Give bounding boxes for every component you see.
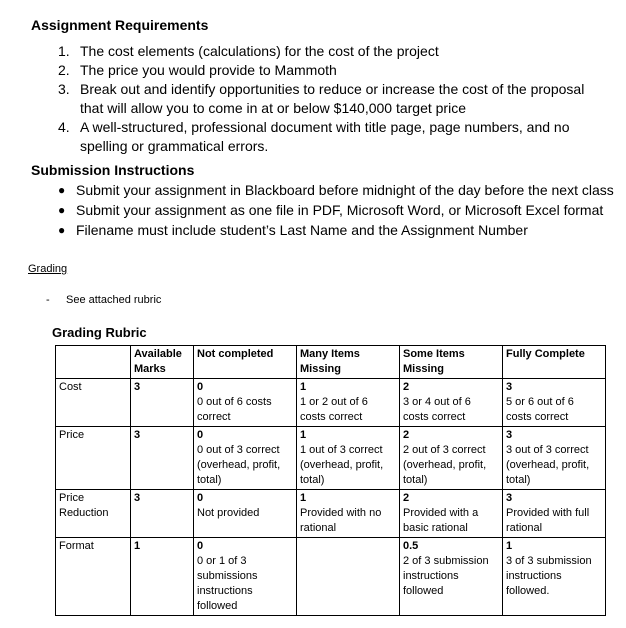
description: 3 out of 3 correct (overhead, profit, total) (506, 444, 590, 486)
rubric-cell (297, 427, 400, 490)
rubric-cell (194, 538, 297, 616)
rubric-cell (194, 427, 297, 490)
score: 2 (403, 381, 410, 393)
list-item (58, 200, 614, 220)
rubric-cell (194, 379, 297, 427)
requirements-heading: Assignment Requirements (31, 17, 209, 33)
list-item (58, 80, 600, 118)
submission-heading: Submission Instructions (31, 162, 195, 178)
header-cell: Fully Complete (503, 346, 606, 379)
criterion-cell: Price (56, 427, 131, 490)
marks-cell: 3 (131, 490, 194, 538)
bullet-icon: ● (58, 223, 66, 237)
score: 1 (300, 381, 307, 393)
list-text: Submit your assignment as one file in PDF, Microsoft Word, or Microsoft Excel format (76, 202, 604, 218)
score: 0 (197, 381, 204, 393)
rubric-cell (194, 490, 297, 538)
rubric-cell (400, 538, 503, 616)
list-item (58, 61, 600, 80)
score: 0.5 (403, 540, 419, 552)
header-cell: Some Items Missing (400, 346, 503, 379)
description: 2 out of 3 correct (overhead, profit, total) (403, 444, 487, 486)
list-text: A well-structured, professional document with title page, page numbers, and no spelling or grammatical errors. (80, 119, 570, 154)
header-cell: Many Items Missing (297, 346, 400, 379)
description: 0 out of 6 costs correct (197, 396, 272, 423)
description: 0 out of 3 correct (overhead, profit, total) (197, 444, 281, 486)
criterion-cell: Cost (56, 379, 131, 427)
list-number: 1. (58, 43, 70, 59)
list-text: Break out and identify opportunities to reduce or increase the cost of the proposal that will allow you to come in at or below $140,000 target price (80, 81, 585, 116)
score: 1 (506, 540, 513, 552)
score: 3 (506, 429, 513, 441)
grading-item-text: See attached rubric (66, 294, 162, 306)
submission-list (58, 180, 614, 240)
rubric-cell (503, 490, 606, 538)
score: 0 (197, 540, 204, 552)
list-text: The cost elements (calculations) for the cost of the project (80, 43, 439, 59)
rubric-title: Grading Rubric (52, 325, 147, 340)
rubric-table (55, 345, 606, 616)
description: Provided with no rational (300, 507, 382, 534)
table-row (56, 538, 606, 616)
marks-cell: 1 (131, 538, 194, 616)
criterion-cell: Price Reduction (56, 490, 131, 538)
rubric-cell (400, 490, 503, 538)
description: 2 of 3 submission instructions followed (403, 555, 489, 597)
list-item (58, 118, 600, 156)
score: 1 (300, 429, 307, 441)
rubric-cell (297, 490, 400, 538)
table-row (56, 427, 606, 490)
header-cell: Available Marks (131, 346, 194, 379)
description: Provided with a basic rational (403, 507, 479, 534)
rubric-cell (503, 538, 606, 616)
description: 5 or 6 out of 6 costs correct (506, 396, 574, 423)
grading-heading: Grading (28, 263, 68, 275)
rubric-cell (400, 379, 503, 427)
description: 1 out of 3 correct (overhead, profit, total) (300, 444, 384, 486)
rubric-cell (503, 427, 606, 490)
list-text: Filename must include student’s Last Name and the Assignment Number (76, 222, 528, 238)
description: Provided with full rational (506, 507, 590, 534)
rubric-cell (297, 379, 400, 427)
description: Not provided (197, 507, 260, 519)
description: 3 or 4 out of 6 costs correct (403, 396, 471, 423)
list-item (58, 220, 614, 240)
list-item (58, 42, 600, 61)
table-header-row (56, 346, 606, 379)
dash-marker: - (46, 294, 50, 306)
description: 1 or 2 out of 6 costs correct (300, 396, 368, 423)
description: 3 of 3 submission instructions followed. (506, 555, 592, 597)
rubric-cell (503, 379, 606, 427)
rubric-cell (400, 427, 503, 490)
list-number: 4. (58, 119, 70, 135)
header-cell: Not completed (194, 346, 297, 379)
criterion-cell: Format (56, 538, 131, 616)
table-row (56, 490, 606, 538)
bullet-icon: ● (58, 203, 66, 217)
marks-cell: 3 (131, 427, 194, 490)
list-number: 2. (58, 62, 70, 78)
score: 0 (197, 492, 204, 504)
list-number: 3. (58, 81, 70, 97)
rubric-cell (297, 538, 400, 616)
score: 3 (506, 492, 513, 504)
table-row (56, 379, 606, 427)
list-text: The price you would provide to Mammoth (80, 62, 337, 78)
marks-cell: 3 (131, 379, 194, 427)
score: 0 (197, 429, 204, 441)
score: 2 (403, 492, 410, 504)
list-text: Submit your assignment in Blackboard before midnight of the day before the next class (76, 182, 614, 198)
requirements-list (58, 42, 600, 156)
score: 3 (506, 381, 513, 393)
list-item (58, 180, 614, 200)
grading-item (46, 294, 161, 306)
description: 0 or 1 of 3 submissions instructions followed (197, 555, 258, 612)
header-cell (56, 346, 131, 379)
score: 2 (403, 429, 410, 441)
score: 1 (300, 492, 307, 504)
bullet-icon: ● (58, 183, 66, 197)
